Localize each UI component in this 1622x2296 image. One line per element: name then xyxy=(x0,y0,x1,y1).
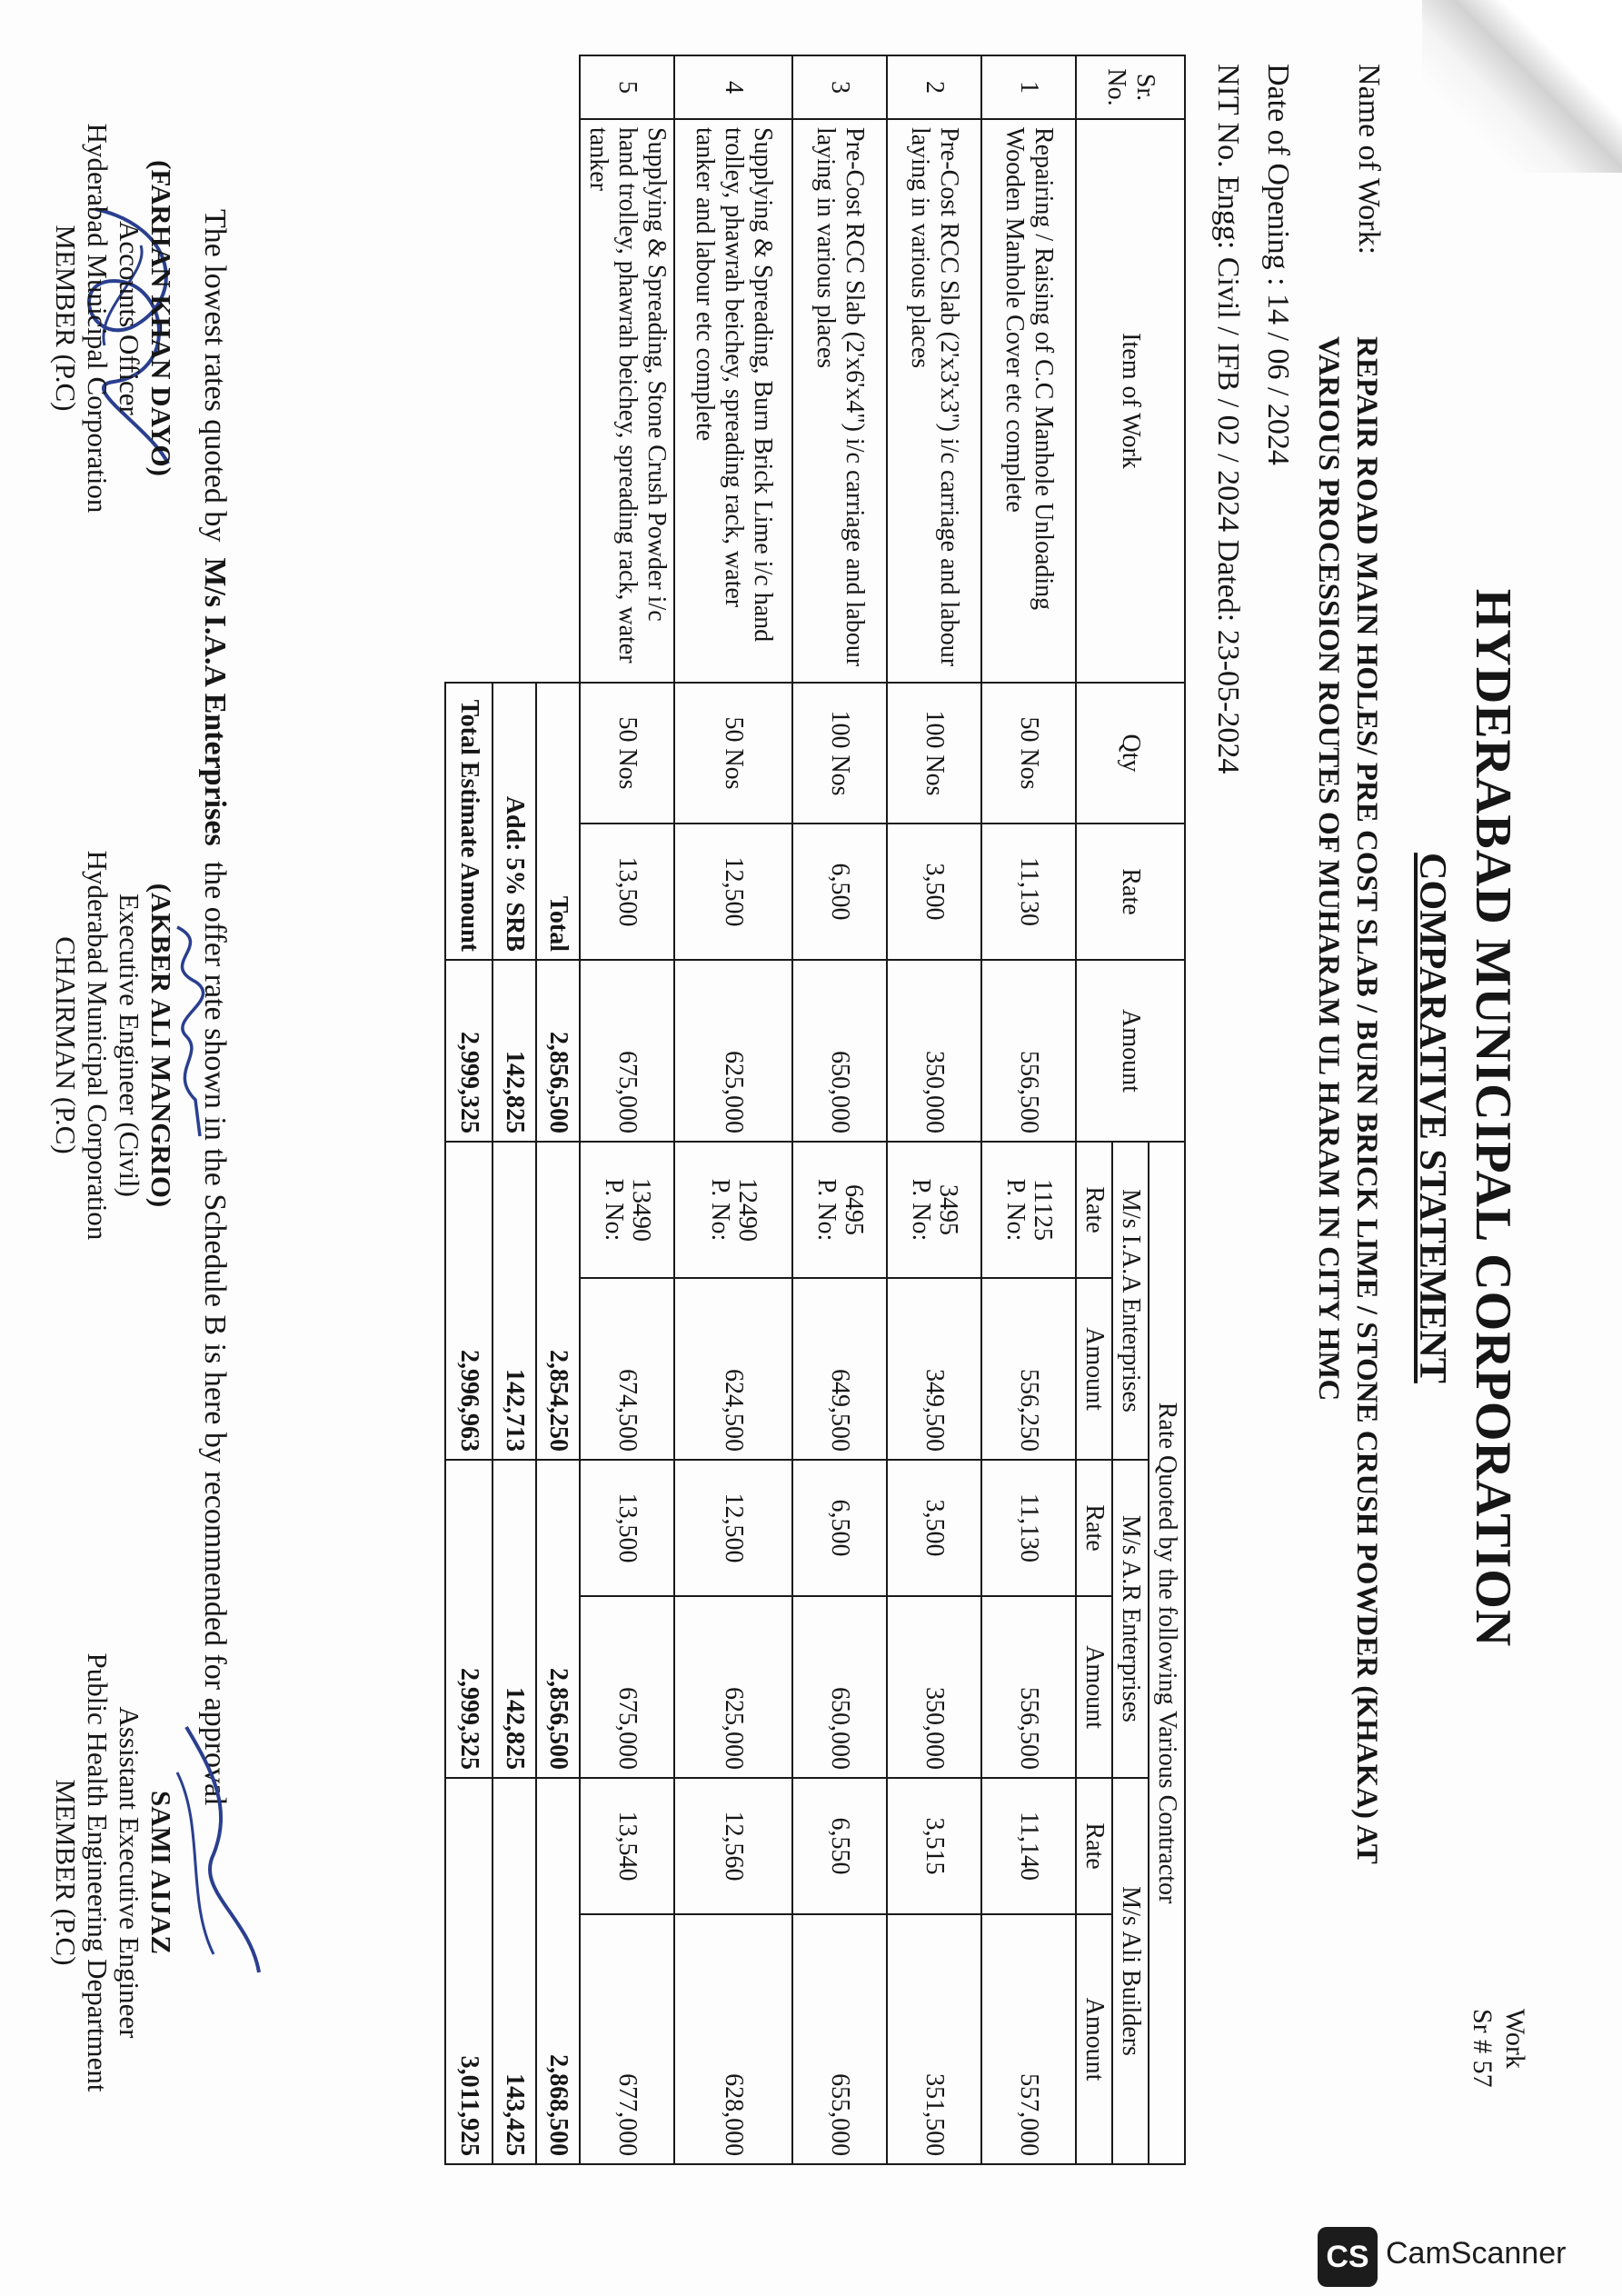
col-rate: Rate xyxy=(1076,824,1185,960)
work-sr-label xyxy=(1466,2009,1531,2088)
col-amount: Amount xyxy=(1076,960,1185,1142)
grand-total-c1: 2,996,963 xyxy=(445,1142,493,1460)
row-sr: 3 xyxy=(792,55,887,119)
date-of-opening: Date of Opening : 14 / 06 / 2024 xyxy=(1261,64,1295,465)
sr-number: Sr # 57 xyxy=(1468,2009,1498,2088)
grand-total-estimate: 2,999,325 xyxy=(445,960,493,1142)
total-c2: 2,856,500 xyxy=(536,1460,580,1778)
c2-rate: 13,500 xyxy=(580,1460,674,1596)
table-row xyxy=(887,55,981,2164)
c3-rate: 3,515 xyxy=(887,1778,981,1914)
camscanner-label: CamScanner xyxy=(1386,2236,1567,2271)
c3-rate: 6,550 xyxy=(792,1778,887,1914)
total-estimate: 2,856,500 xyxy=(536,960,580,1142)
blank-cell xyxy=(445,55,493,683)
c1-rate: 12490 xyxy=(733,1178,761,1242)
sub-rate: Rate xyxy=(1076,1142,1112,1278)
row-amount: 350,000 xyxy=(887,960,981,1142)
total-label: Total xyxy=(536,683,580,960)
c1-rate-cell xyxy=(887,1142,981,1278)
total-c3: 2,868,500 xyxy=(536,1778,580,2164)
row-amount: 650,000 xyxy=(792,960,887,1142)
c1-amount: 556,250 xyxy=(981,1278,1076,1460)
row-sr: 5 xyxy=(580,55,674,119)
row-qty: 50 Nos xyxy=(580,683,674,824)
c2-rate: 11,130 xyxy=(981,1460,1076,1596)
sub-rate: Rate xyxy=(1076,1460,1112,1596)
signatory-title: Executive Engineer (Civil) xyxy=(114,893,145,1197)
signatory-org: Public Health Engineering Department xyxy=(82,1652,114,2092)
row-qty: 50 Nos xyxy=(981,683,1076,824)
c2-amount: 675,000 xyxy=(580,1596,674,1778)
c1-amount: 674,500 xyxy=(580,1278,674,1460)
blank-cell xyxy=(536,55,580,683)
c3-amount: 655,000 xyxy=(792,1914,887,2164)
c1-rate-cell xyxy=(580,1142,674,1278)
c3-rate: 13,540 xyxy=(580,1778,674,1914)
sub-amount: Amount xyxy=(1076,1914,1112,2164)
row-sr: 2 xyxy=(887,55,981,119)
c1-rate: 6495 xyxy=(840,1184,868,1235)
srb-label: Add: 5% SRB xyxy=(493,683,536,960)
signatory-accounts-officer xyxy=(50,82,177,554)
c1-rate: 3495 xyxy=(934,1184,962,1235)
c1-rate: 11125 xyxy=(1029,1179,1057,1241)
row-qty: 100 Nos xyxy=(887,683,981,824)
row-item: Repairing / Raising of C.C Manhole Unloading Wooden Manhole Cover etc complete xyxy=(981,119,1076,683)
table-row xyxy=(674,55,792,2164)
row-item: Pre-Cost RCC Slab (2'x3'x3") i/c carriage and labour laying in various places xyxy=(887,119,981,683)
c2-amount: 650,000 xyxy=(792,1596,887,1778)
nit-number: NIT No. Engg: Civil / IFB / 02 / 2024 Dated: 23-05-2024 xyxy=(1211,64,1245,774)
contractor-1: M/s I.A.A Enterprises xyxy=(1112,1142,1149,1460)
sub-amount: Amount xyxy=(1076,1278,1112,1460)
c1-rate-cell xyxy=(674,1142,792,1278)
grand-total-c3: 3,011,925 xyxy=(445,1778,493,2164)
signatory-assistant-engineer xyxy=(50,1591,177,2154)
c3-amount: 628,000 xyxy=(674,1914,792,2164)
table-row xyxy=(580,55,674,2164)
c3-amount: 557,000 xyxy=(981,1914,1076,2164)
col-item: Item of Work xyxy=(1076,119,1185,683)
c3-rate: 11,140 xyxy=(981,1778,1076,1914)
srb-row xyxy=(493,55,536,2164)
grand-total-label: Total Estimate Amount xyxy=(445,683,493,960)
grand-total-c2: 2,999,325 xyxy=(445,1460,493,1778)
col-qty: Qty xyxy=(1076,683,1185,824)
row-item: Pre-Cost RCC Slab (2'x6'x4") i/c carriage and labour laying in various places xyxy=(792,119,887,683)
total-row xyxy=(536,55,580,2164)
total-c1: 2,854,250 xyxy=(536,1142,580,1460)
table-row xyxy=(981,55,1076,2164)
approval-prefix: The lowest rates quoted by xyxy=(198,209,232,543)
row-rate: 13,500 xyxy=(580,824,674,960)
c1-rate-cell xyxy=(792,1142,887,1278)
c2-rate: 12,500 xyxy=(674,1460,792,1596)
statement-title: COMPARATIVE STATEMENT xyxy=(1411,853,1453,1383)
srb-c3: 143,425 xyxy=(493,1778,536,2164)
c1-rate: 13490 xyxy=(627,1178,655,1242)
row-amount: 675,000 xyxy=(580,960,674,1142)
c2-amount: 350,000 xyxy=(887,1596,981,1778)
signatory-title: Accounts Officer xyxy=(114,221,145,415)
srb-c1: 142,713 xyxy=(493,1142,536,1460)
c1-pno: P. No: xyxy=(600,1178,628,1242)
table-row xyxy=(792,55,887,2164)
c2-amount: 625,000 xyxy=(674,1596,792,1778)
c2-amount: 556,500 xyxy=(981,1596,1076,1778)
signatory-org: Hyderabad Municipal Corporation xyxy=(82,123,114,514)
c2-rate: 3,500 xyxy=(887,1460,981,1596)
signatory-role: MEMBER (P.C) xyxy=(50,1779,82,1966)
comparative-table xyxy=(444,55,1186,2165)
row-rate: 11,130 xyxy=(981,824,1076,960)
row-qty: 50 Nos xyxy=(674,683,792,824)
row-item: Supplying & Spreading, Burn Brick Lime i/c hand trolley, phawrah beichey, spreading rack, water tanker and labour etc complete xyxy=(674,119,792,683)
c3-rate: 12,560 xyxy=(674,1778,792,1914)
row-sr: 4 xyxy=(674,55,792,119)
row-amount: 556,500 xyxy=(981,960,1076,1142)
row-rate: 12,500 xyxy=(674,824,792,960)
contractor-3: M/s Ali Builders xyxy=(1112,1778,1149,2164)
c3-amount: 351,500 xyxy=(887,1914,981,2164)
c3-amount: 677,000 xyxy=(580,1914,674,2164)
org-title: HYDERABAD MUNICIPAL CORPORATION xyxy=(1465,588,1521,1648)
row-rate: 6,500 xyxy=(792,824,887,960)
c1-amount: 624,500 xyxy=(674,1278,792,1460)
sub-amount: Amount xyxy=(1076,1596,1112,1778)
contractor-2: M/s A.R Enterprises xyxy=(1112,1460,1149,1778)
c1-pno: P. No: xyxy=(907,1178,935,1242)
signatory-name: (AKBER ALI MANGRIO) xyxy=(145,883,177,1208)
srb-estimate: 142,825 xyxy=(493,960,536,1142)
approval-suffix: the offer rate shown in the Schedule B is here by recommended for approval xyxy=(198,861,232,1806)
c1-rate-cell xyxy=(981,1142,1076,1278)
col-quoted: Rate Quoted by the following Various Contractor xyxy=(1149,1142,1185,2164)
signatory-name: (FARHAN KHAN DAYO) xyxy=(145,160,177,476)
row-item: Supplying & Spreading, Stone Crush Powder i/c hand trolley, phawrah beichey, spreading rack, water tanker xyxy=(580,119,674,683)
row-rate: 3,500 xyxy=(887,824,981,960)
signatory-org: Hyderabad Municipal Corporation xyxy=(82,850,114,1241)
c2-rate: 6,500 xyxy=(792,1460,887,1596)
c1-amount: 649,500 xyxy=(792,1278,887,1460)
signatory-title: Assistant Executive Engineer xyxy=(114,1706,145,2039)
c1-pno: P. No: xyxy=(706,1178,734,1242)
signatory-name: SAMI AIJAZ xyxy=(145,1790,177,1954)
c1-pno: P. No: xyxy=(1001,1178,1030,1242)
blank-cell xyxy=(493,55,536,683)
srb-c2: 142,825 xyxy=(493,1460,536,1778)
sub-rate: Rate xyxy=(1076,1778,1112,1914)
name-of-work-value: REPAIR ROAD MAIN HOLES/ PRE COST SLAB / BURN BRICK LIME / STONE CRUSH POWDER (KHAKA) AT VARIOUS PROCESSION ROUTES OF MUHARAM UL HARAM IN CITY HMC xyxy=(1312,336,1383,1864)
c1-amount: 349,500 xyxy=(887,1278,981,1460)
c1-pno: P. No: xyxy=(812,1178,841,1242)
name-of-work-label: Name of Work: xyxy=(1352,64,1386,255)
row-qty: 100 Nos xyxy=(792,683,887,824)
signatory-role: MEMBER (P.C) xyxy=(50,225,82,412)
col-sr: Sr. No. xyxy=(1076,55,1185,119)
signatory-role: CHAIRMAN (P.C) xyxy=(50,936,82,1154)
header-row-1 xyxy=(1149,55,1185,2164)
approval-firm: M/s I.A.A Enterprises xyxy=(198,557,232,846)
rotated-document xyxy=(5,27,1567,2209)
row-amount: 625,000 xyxy=(674,960,792,1142)
signatory-executive-engineer xyxy=(50,809,177,1282)
camscanner-logo-icon: CS xyxy=(1318,2227,1378,2287)
row-sr: 1 xyxy=(981,55,1076,119)
work-label: Work xyxy=(1500,2009,1530,2069)
grand-total-row xyxy=(445,55,493,2164)
